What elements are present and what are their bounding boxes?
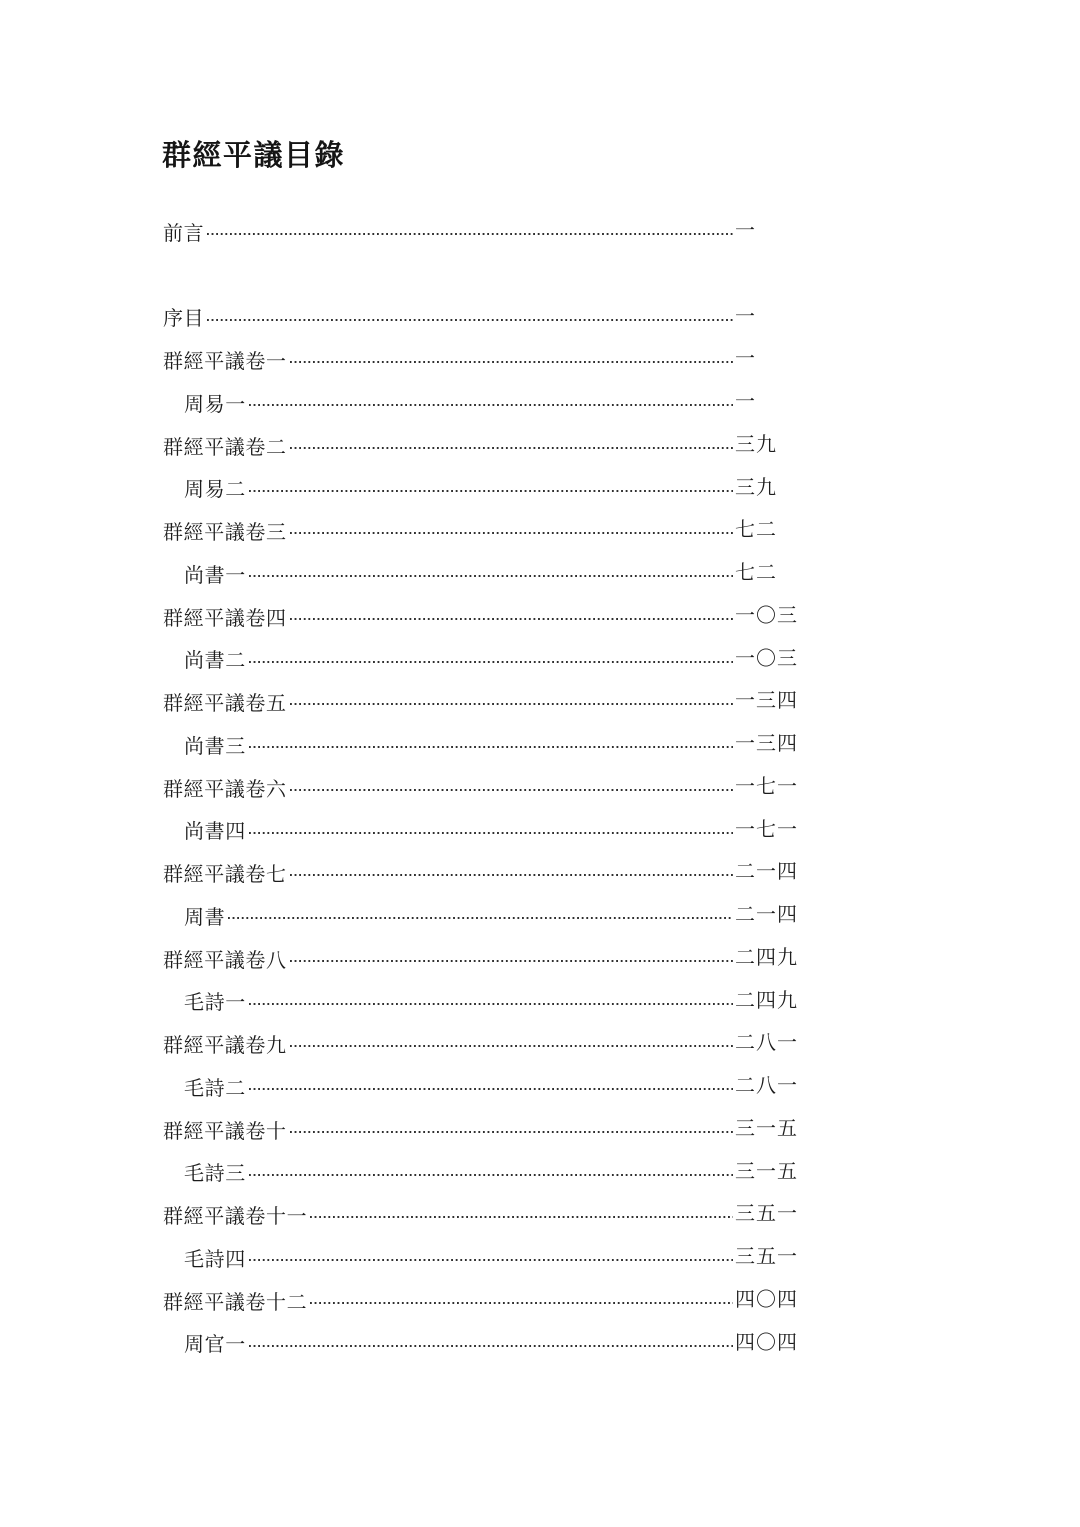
toc-entry-label: 尚書三 (184, 735, 246, 758)
toc-entry-page-number: 一 (735, 391, 756, 413)
toc-entry (163, 1236, 798, 1279)
toc-entry (163, 809, 798, 852)
toc-entry (163, 424, 777, 467)
dot-leader (290, 851, 733, 894)
toc-entry-label: 群經平議卷七 (163, 864, 287, 887)
dot-leader (290, 680, 733, 723)
dot-leader (207, 210, 733, 253)
toc-entry-label: 前言 (163, 222, 205, 245)
toc-entry-label: 周書 (184, 906, 226, 929)
toc-entry (163, 1022, 798, 1065)
toc-entry-label: 群經平議卷十 (163, 1120, 287, 1143)
toc-entry-page-number: 一〇三 (735, 604, 798, 627)
toc-entry-label: 群經平議卷十二 (163, 1291, 308, 1314)
toc-entry-page-number: 一七一 (735, 775, 798, 798)
toc-entry-page-number: 二四九 (735, 989, 798, 1012)
dot-leader (249, 723, 733, 766)
toc-entry (163, 980, 798, 1023)
toc-entry (163, 595, 798, 638)
dot-leader (249, 809, 733, 852)
dot-leader (249, 1065, 733, 1108)
toc-entry (163, 467, 777, 510)
dot-leader (290, 338, 733, 381)
toc-entry (163, 296, 756, 339)
toc-entry-page-number: 三五一 (735, 1203, 798, 1226)
toc-entry-page-number: 一 (735, 220, 756, 242)
dot-leader (290, 595, 733, 638)
dot-leader (249, 1236, 733, 1279)
toc-entry-page-number: 三一五 (735, 1117, 798, 1140)
dot-leader (290, 766, 733, 809)
toc-entry (163, 1322, 798, 1365)
page-title: 群經平議目錄 (162, 140, 346, 172)
dot-leader (290, 509, 733, 552)
toc-entry-label: 群經平議卷五 (163, 693, 287, 716)
toc-entry (163, 638, 798, 681)
toc-entry-label: 尚書一 (184, 564, 246, 587)
toc-entry (163, 210, 756, 253)
toc-entry (163, 509, 777, 552)
dot-leader (228, 894, 733, 937)
toc-entry (163, 937, 798, 980)
toc-entry-label: 周易二 (184, 479, 246, 502)
toc-entry (163, 851, 798, 894)
toc-entry-label: 群經平議卷九 (163, 1035, 287, 1058)
toc-entry-label: 群經平議卷一 (163, 351, 287, 374)
toc-entry-label: 周官一 (184, 1334, 246, 1357)
dot-leader (310, 1279, 733, 1322)
dot-leader (290, 424, 733, 467)
toc-entry (163, 1065, 798, 1108)
toc-entry-label: 毛詩二 (184, 1077, 246, 1100)
toc-entry (163, 1193, 798, 1236)
toc-entry-page-number: 二四九 (735, 946, 798, 969)
toc-entry-page-number: 二一四 (735, 904, 798, 926)
toc-entry-page-number: 三九 (735, 476, 777, 499)
toc-entry (163, 894, 798, 937)
toc-entry-page-number: 三五一 (735, 1246, 798, 1268)
toc-entry-label: 群經平議卷二 (163, 436, 287, 459)
dot-leader (249, 638, 733, 681)
dot-leader (290, 1022, 733, 1065)
toc-entry-page-number: 四〇四 (735, 1331, 798, 1354)
toc-entry-page-number: 二八一 (735, 1032, 798, 1055)
toc-entry-label: 序目 (163, 308, 205, 331)
toc-entry (163, 552, 777, 595)
toc-entry-label: 群經平議卷八 (163, 949, 287, 972)
toc-entry-page-number: 一〇三 (735, 647, 798, 670)
toc-entry-page-number: 一三四 (735, 733, 798, 755)
dot-leader (290, 1108, 733, 1151)
toc-entry-label: 毛詩一 (184, 992, 246, 1015)
dot-leader (249, 467, 733, 510)
toc-entry (163, 1279, 798, 1322)
toc-entry-label: 周易一 (184, 393, 246, 416)
toc-entry-label: 毛詩三 (184, 1163, 246, 1186)
dot-leader (249, 1322, 733, 1365)
toc-entry (163, 766, 798, 809)
toc-entry-page-number: 二八一 (735, 1075, 798, 1097)
dot-leader (207, 296, 733, 339)
toc-entry (163, 1108, 798, 1151)
toc-entry-page-number: 三九 (735, 433, 777, 456)
toc-entry (163, 680, 798, 723)
toc-entry-label: 尚書二 (184, 650, 246, 673)
dot-leader (249, 980, 733, 1023)
toc-entry-page-number: 四〇四 (735, 1288, 798, 1311)
toc-entry-page-number: 一三四 (735, 690, 798, 713)
toc-entry-label: 群經平議卷十一 (163, 1206, 308, 1229)
dot-leader (290, 937, 733, 980)
toc-entry-page-number: 三一五 (735, 1160, 798, 1183)
toc-entry-page-number: 七二 (735, 519, 777, 542)
dot-leader (249, 1151, 733, 1194)
toc-entry-page-number: 一 (735, 305, 756, 328)
toc-entry-label: 群經平議卷三 (163, 522, 287, 545)
toc-entry-label: 群經平議卷四 (163, 607, 287, 630)
toc-entry-page-number: 一七一 (735, 818, 798, 841)
toc-entry (163, 1151, 798, 1194)
toc-list (163, 210, 823, 1364)
toc-entry-label: 尚書四 (184, 821, 246, 844)
dot-leader (249, 552, 733, 595)
toc-entry-label: 群經平議卷六 (163, 778, 287, 801)
toc-entry-page-number: 一 (735, 348, 756, 371)
toc-entry-page-number: 二一四 (735, 861, 798, 884)
toc-entry (163, 381, 756, 424)
toc-entry-label: 毛詩四 (184, 1248, 246, 1271)
toc-entry (163, 723, 798, 766)
dot-leader (310, 1193, 733, 1236)
toc-entry-page-number: 七二 (735, 562, 777, 584)
dot-leader (249, 381, 733, 424)
toc-entry (163, 338, 756, 381)
